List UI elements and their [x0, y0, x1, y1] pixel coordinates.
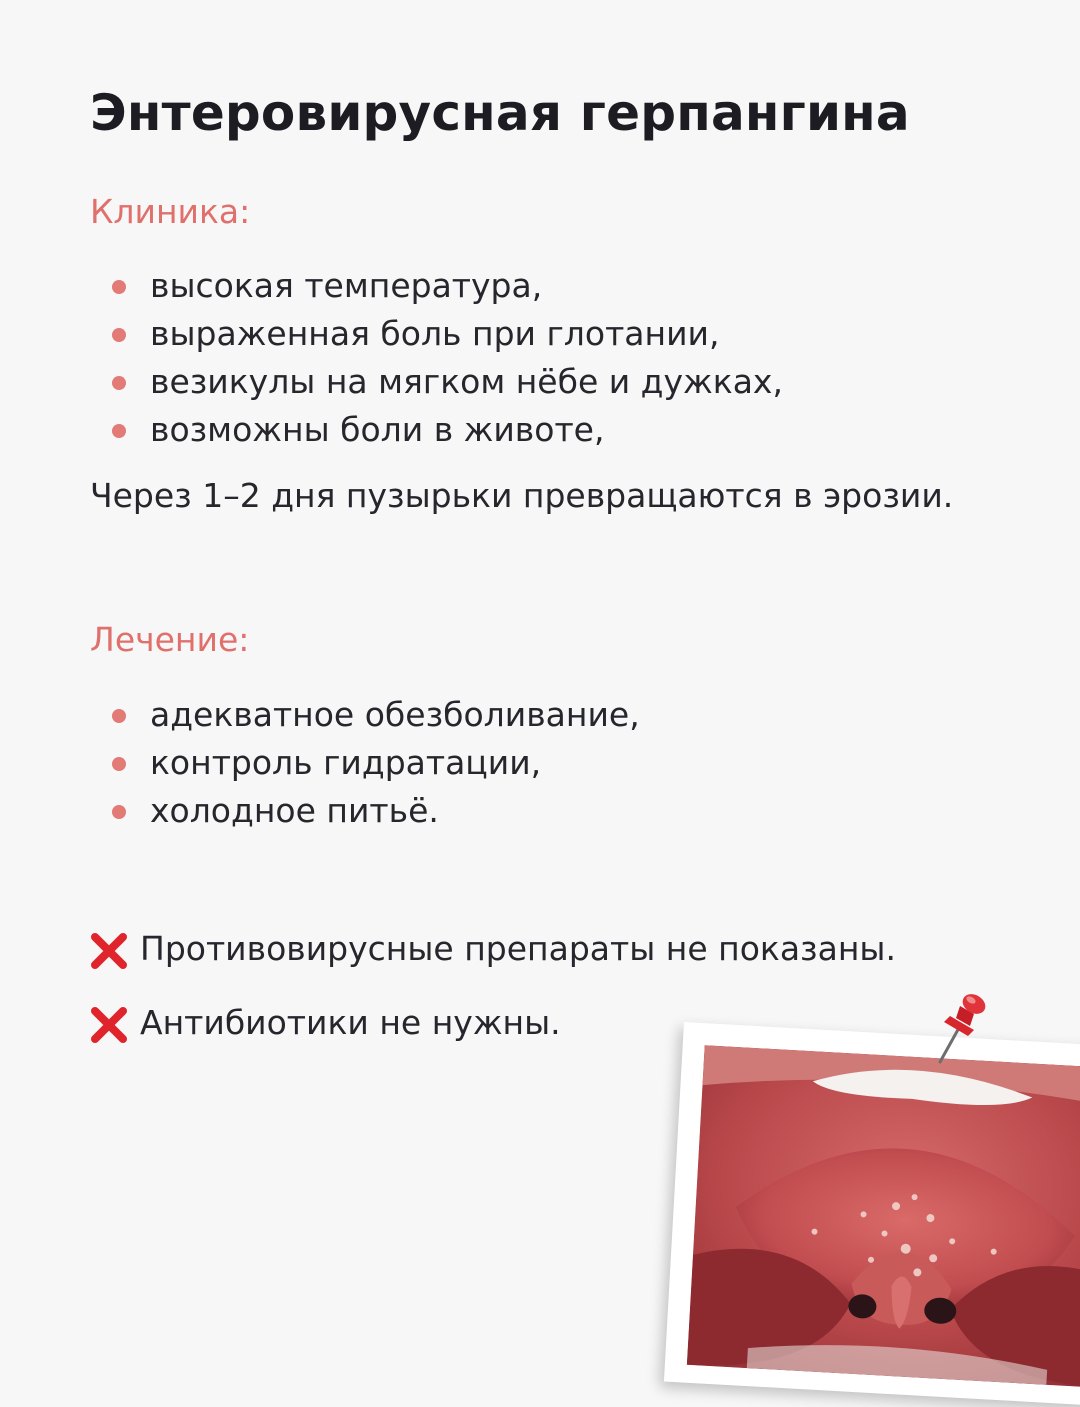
warning-text: Противовирусные препараты не показаны.	[140, 929, 896, 968]
page-title: Энтеровирусная герпангина	[90, 84, 910, 142]
warning-text: Антибиотики не нужны.	[140, 1003, 561, 1042]
throat-illustration	[687, 1045, 1080, 1388]
list-item-text: выраженная боль при глотании,	[150, 314, 720, 353]
list-item-text: холодное питьё.	[150, 791, 439, 830]
list-item-text: высокая температура,	[150, 266, 543, 305]
push-pin-icon	[930, 986, 994, 1066]
list-item-text: адекватное обезболивание,	[150, 695, 640, 734]
list-item-text: везикулы на мягком нёбе и дужках,	[150, 362, 783, 401]
throat-photo	[664, 1022, 1080, 1407]
bullet-dot-icon	[112, 757, 126, 771]
clinic-note: Через 1–2 дня пузырьки превращаются в эрозии.	[90, 476, 954, 515]
treatment-heading: Лечение:	[90, 620, 250, 659]
bullet-dot-icon	[112, 376, 126, 390]
bullet-dot-icon	[112, 424, 126, 438]
bullet-dot-icon	[112, 328, 126, 342]
cross-icon	[88, 930, 130, 972]
bullet-dot-icon	[112, 280, 126, 294]
list-item-text: возможны боли в животе,	[150, 410, 605, 449]
clinic-heading: Клиника:	[90, 192, 251, 231]
bullet-dot-icon	[112, 709, 126, 723]
list-item-text: контроль гидратации,	[150, 743, 542, 782]
bullet-dot-icon	[112, 805, 126, 819]
cross-icon	[88, 1004, 130, 1046]
throat-photo-image	[687, 1045, 1080, 1388]
